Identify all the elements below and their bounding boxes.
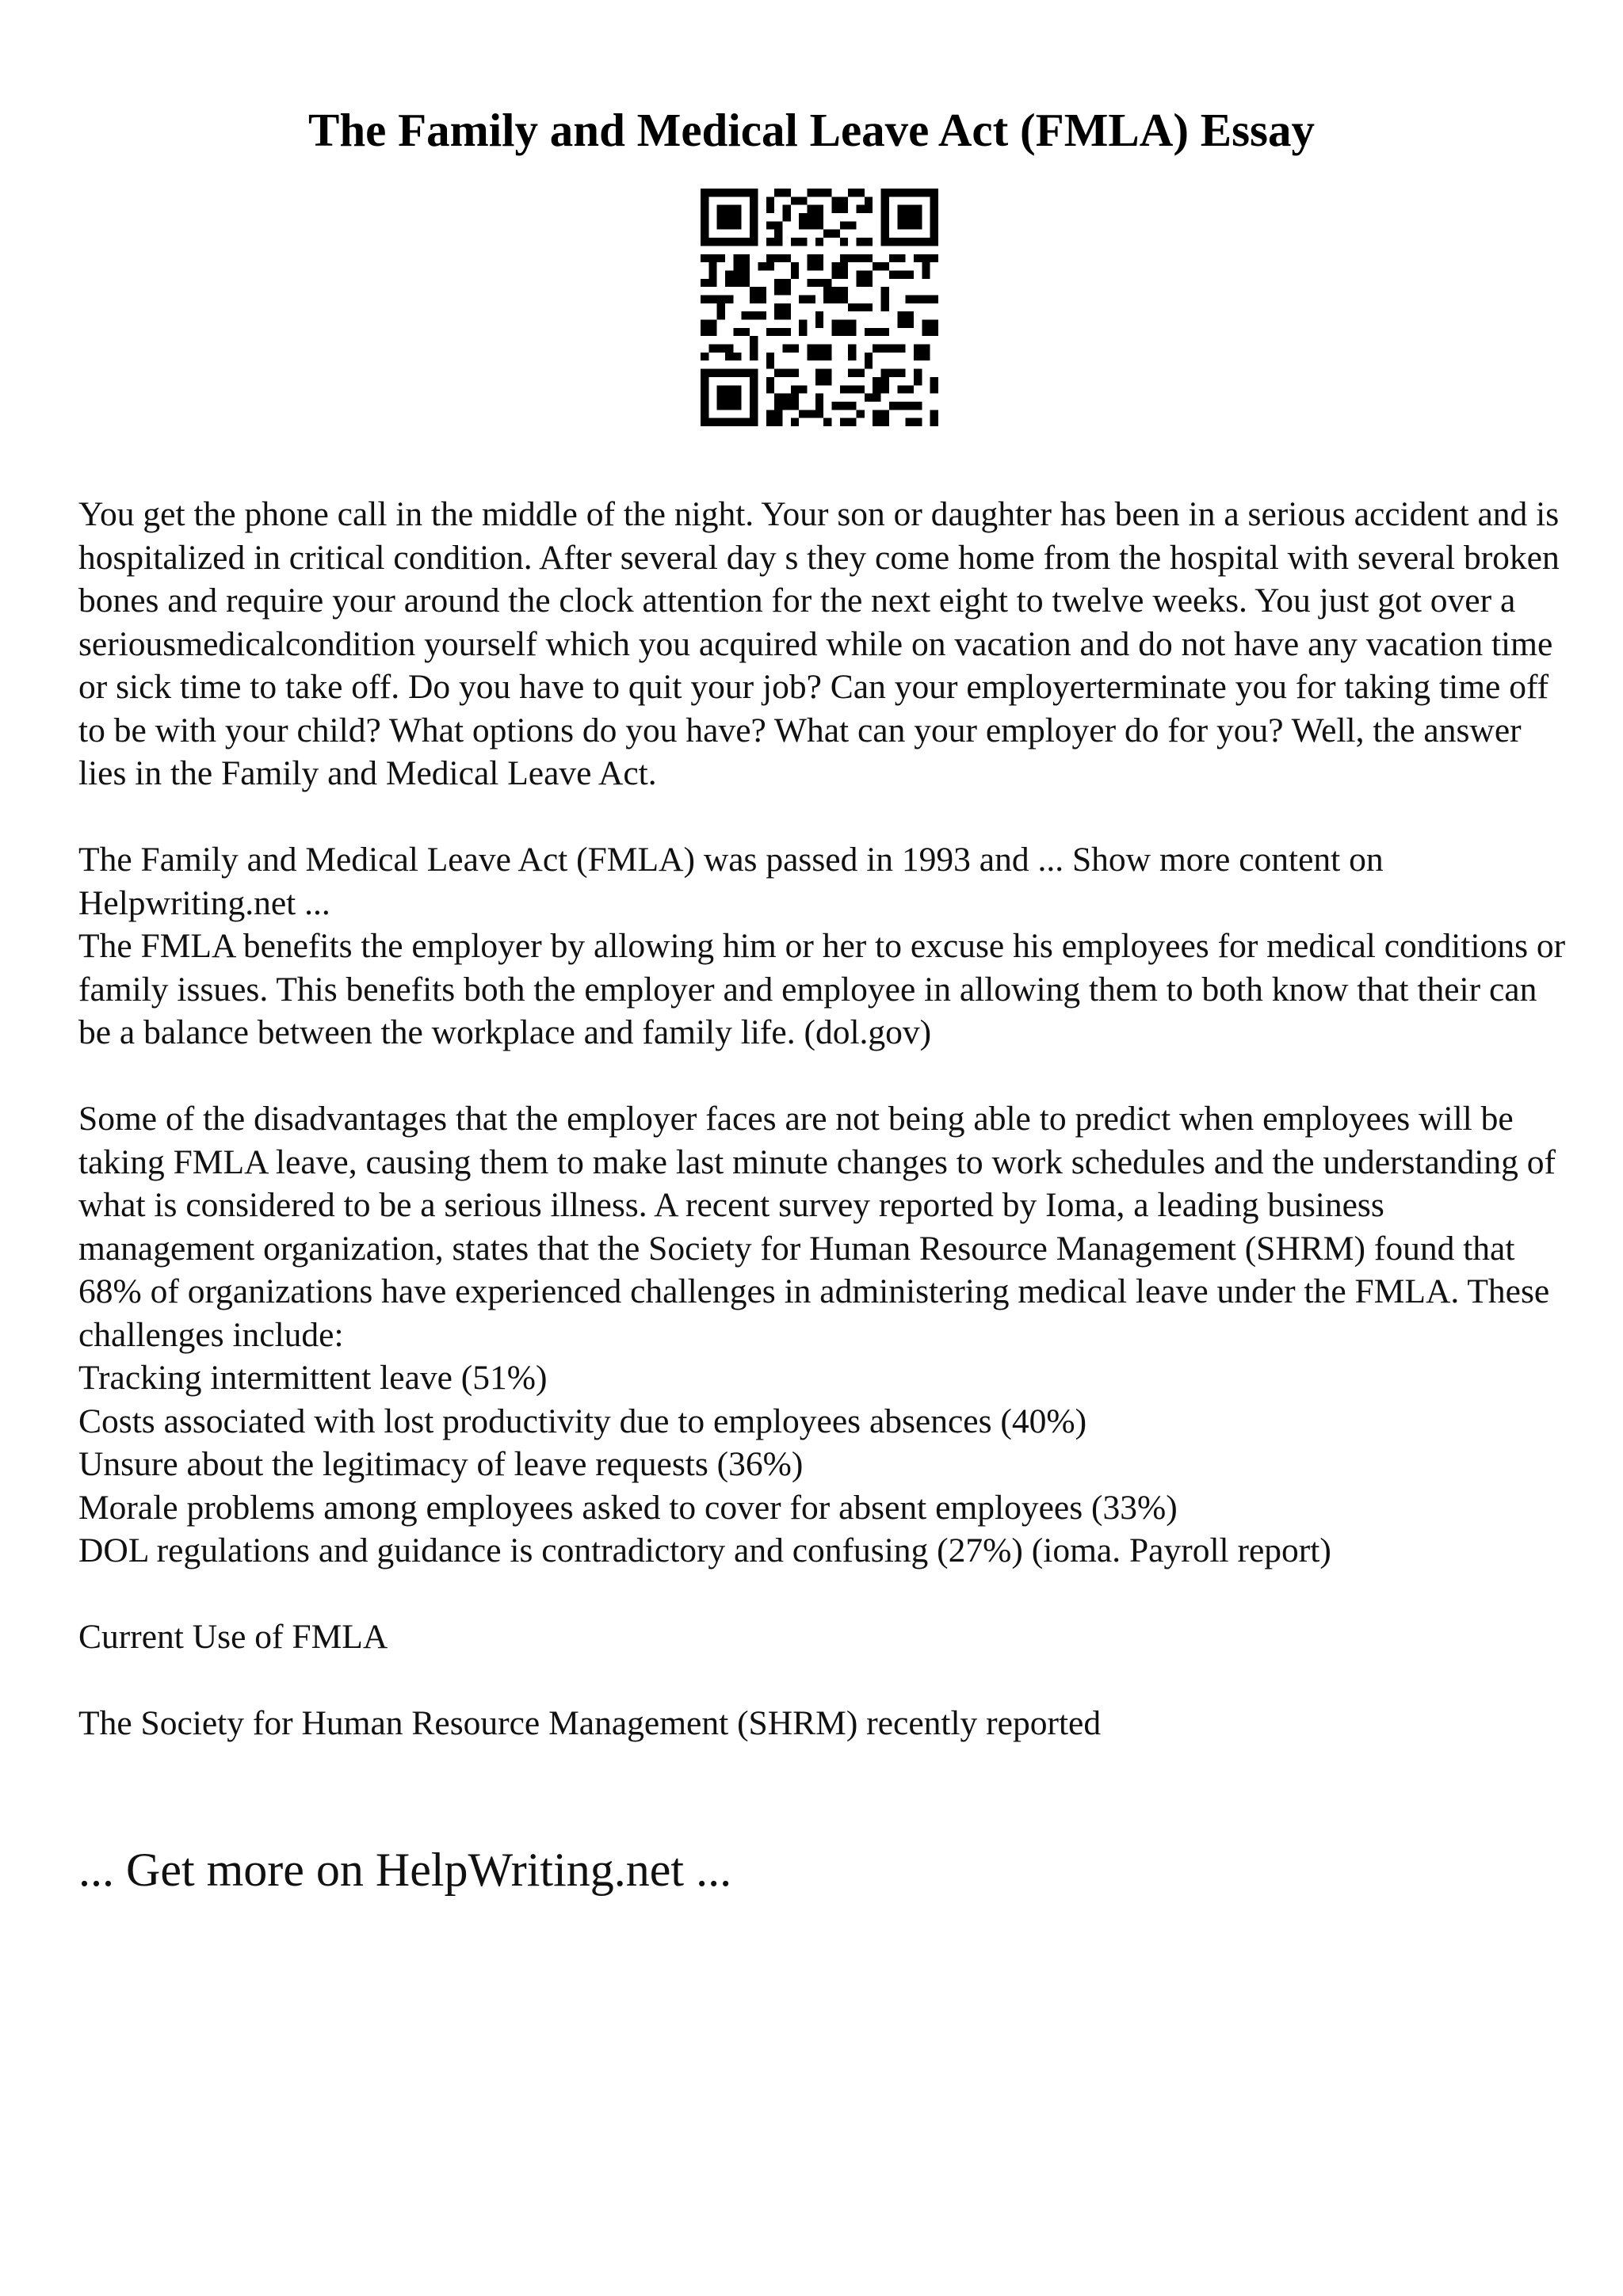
challenge-item: Costs associated with lost productivity due to employees absences (40%): [78, 1402, 1087, 1440]
paragraph-disadvantages: Some of the disadvantages that the employer faces are not being able to predict when employees will be taking FMLA leave, causing them to make last minute changes to work schedules and the understanding of what is considered to be a serious illness. A recent survey reported by Ioma, a leading business management organization, states that the Society for Human Resource Management (SHRM) found that 68% of organizations have experienced challenges in administering medical leave under the FMLA. These challenges include:: [78, 1100, 1556, 1354]
paragraph-intro: You get the phone call in the middle of the night. Your son or daughter has been in a serious accident and is hospitalized in critical condition. After several day s they come home from the hospital with several broken bones and require your around the clock attention for the next eight to twelve weeks. You just got over a seriousmedicalcondition yourself which you acquired while on vacation and do not have any vacation time or sick time to take off. Do you have to quit your job? Can your employerterminate you for taking time off to be with your child? What options do you have? What can your employer do for you? Well, the answer lies in the Family and Medical Leave Act.: [78, 495, 1560, 792]
section-heading-current-use: Current Use of FMLA: [78, 1618, 388, 1656]
paragraph-spacer: [78, 1573, 1568, 1616]
challenge-item: DOL regulations and guidance is contradictory and confusing (27%) (ioma. Payroll report): [78, 1531, 1331, 1569]
get-more-link[interactable]: ... Get more on HelpWriting.net ...: [78, 1844, 732, 1896]
paragraph-shrm-report: The Society for Human Resource Management (SHRM) recently reported: [78, 1704, 1102, 1742]
paragraph-fmla-passed: The Family and Medical Leave Act (FMLA) was passed in 1993 and ... Show more content on Helpwriting.net ...: [78, 841, 1384, 922]
document-title: The Family and Medical Leave Act (FMLA) Essay: [307, 104, 1316, 156]
challenge-item: Morale problems among employees asked to cover for absent employees (33%): [78, 1488, 1178, 1527]
qr-code-icon: [701, 189, 938, 426]
challenge-item: Unsure about the legitimacy of leave requests (36%): [78, 1445, 804, 1483]
paragraph-spacer: [78, 1659, 1568, 1703]
essay-body: [78, 493, 1568, 1745]
paragraph-spacer: [78, 1055, 1568, 1098]
challenge-item: Tracking intermittent leave (51%): [78, 1359, 548, 1397]
paragraph-spacer: [78, 795, 1568, 839]
qr-code-graphic: [701, 189, 938, 426]
paragraph-employer-benefits: The FMLA benefits the employer by allowing him or her to excuse his employees for medical conditions or family issues. This benefits both the employer and employee in allowing them to both know that their can be a balance between the workplace and family life. (dol.gov): [78, 927, 1566, 1051]
